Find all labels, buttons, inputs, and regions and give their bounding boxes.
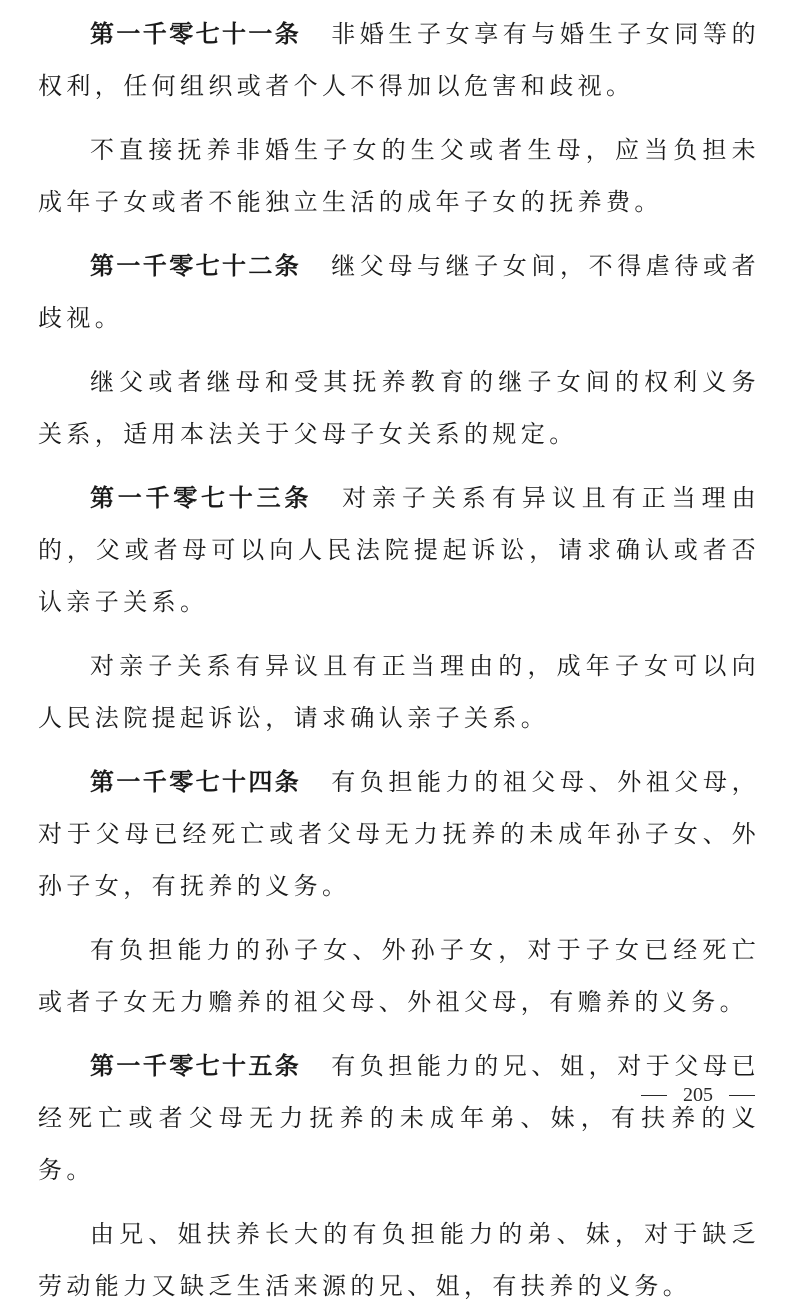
- article-1074-paragraph-1: [38, 756, 760, 912]
- article-text: 继父母与继子女间，不得虐待或者歧视。: [38, 252, 760, 332]
- article-text: 有负担能力的祖父母、外祖父母，对于父母已经死亡或者父母无力抚养的未成年孙子女、外孙子女，有抚养的义务。: [38, 768, 760, 900]
- article-number: 第一千零七十一条: [90, 20, 302, 48]
- article-1072-paragraph-2: 继父或者继母和受其抚养教育的继子女间的权利义务关系，适用本法关于父母子女关系的规定。: [38, 368, 760, 448]
- document-body: [38, 8, 760, 1312]
- right-dash: [729, 1095, 755, 1096]
- article-1075-paragraph-1: [38, 1040, 760, 1196]
- page-number: 205: [683, 1084, 713, 1106]
- article-number: 第一千零七十四条: [90, 768, 302, 796]
- article-1073-paragraph-2: 对亲子关系有异议且有正当理由的，成年子女可以向人民法院提起诉讼，请求确认亲子关系。: [38, 652, 760, 732]
- article-1072-paragraph-1: [38, 240, 760, 344]
- article-number: 第一千零七十三条: [90, 484, 313, 512]
- article-number: 第一千零七十二条: [90, 252, 302, 280]
- page-footer: [641, 1084, 755, 1107]
- article-text: 有负担能力的兄、姐，对于父母已经死亡或者父母无力抚养的未成年弟、妹，有扶养的义务。: [38, 1052, 760, 1184]
- article-text: 非婚生子女享有与婚生子女同等的权利，任何组织或者个人不得加以危害和歧视。: [38, 20, 760, 100]
- article-1073-paragraph-1: [38, 472, 760, 628]
- article-1071-paragraph-1: [38, 8, 760, 112]
- left-dash: [641, 1095, 667, 1096]
- article-1075-paragraph-2: 由兄、姐扶养长大的有负担能力的弟、妹，对于缺乏劳动能力又缺乏生活来源的兄、姐，有扶养的义务。: [38, 1220, 760, 1300]
- article-text: 对亲子关系有异议且有正当理由的，父或者母可以向人民法院提起诉讼，请求确认或者否认亲子关系。: [38, 484, 760, 616]
- article-1074-paragraph-2: 有负担能力的孙子女、外孙子女，对于子女已经死亡或者子女无力赡养的祖父母、外祖父母，有赡养的义务。: [38, 936, 760, 1016]
- article-1071-paragraph-2: 不直接抚养非婚生子女的生父或者生母，应当负担未成年子女或者不能独立生活的成年子女的抚养费。: [38, 136, 760, 216]
- article-number: 第一千零七十五条: [90, 1052, 302, 1080]
